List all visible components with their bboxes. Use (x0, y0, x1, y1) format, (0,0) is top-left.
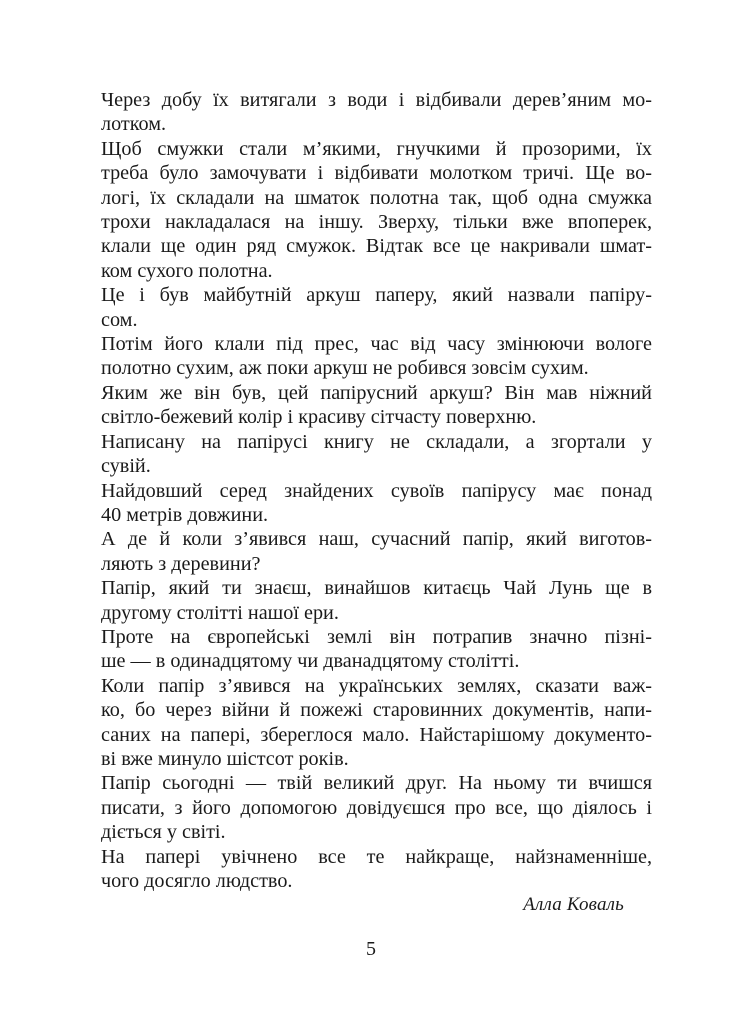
text-line: Через добу їх витягали з води і відбивали дерев’яним мо- (101, 89, 652, 111)
text-line: трохи накладалася на іншу. Зверху, тільки вже впоперек, (101, 211, 652, 234)
text-line: сувій. (101, 455, 151, 478)
paragraph (101, 430, 652, 479)
text-line: Написану на папірусі книгу не складали, а згортали у (101, 430, 652, 453)
text-line: ляють з деревини? (101, 552, 261, 575)
text-line: Це і був майбутній аркуш паперу, який назвали папіру- (101, 284, 652, 307)
text-line: клали ще один ряд смужок. Відтак все це накривали шмат- (101, 235, 652, 258)
body-text (101, 88, 652, 893)
text-line: логі, їх складали на шматок полотна так, щоб одна смужка (101, 186, 652, 209)
text-line: сом. (101, 308, 138, 331)
text-line: Щоб смужки стали м’якими, гнучкими й прозорими, їх (101, 137, 652, 160)
text-line: Коли папір з’явився на українських землях, сказати важ- (101, 674, 652, 697)
text-line: писати, з його допомогою довідуєшся про все, що діялось і (101, 796, 652, 819)
text-line: Папір сьогодні — твій великий друг. На ньому ти вчишся (101, 772, 652, 795)
text-line: Яким же він був, цей папірусний аркуш? Він мав ніжний (101, 381, 652, 404)
paragraph (101, 576, 652, 625)
text-line: полотно сухим, аж поки аркуш не робився зовсім сухим. (101, 357, 589, 380)
text-line: чого досягло людство. (101, 870, 293, 892)
paragraph (101, 771, 652, 844)
text-line: Потім його клали під прес, час від часу змінюючи вологе (101, 333, 652, 356)
text-line: Найдовший серед знайдених сувоїв папірусу має понад (101, 479, 652, 502)
text-line: На папері увічнено все те найкраще, найзнаменніше, (101, 845, 652, 868)
paragraph (101, 332, 652, 381)
text-line: ві вже минуло шістсот років. (101, 747, 349, 770)
paragraph (101, 88, 652, 137)
text-line: світло-бежевий колір і красиву сітчасту поверхню. (101, 406, 537, 429)
paragraph (101, 527, 652, 576)
text-line: 40 метрів довжини. (101, 503, 269, 526)
paragraph (101, 845, 652, 894)
text-line: А де й коли з’явився наш, сучасний папір, який виготов- (101, 528, 652, 551)
text-line: саних на папері, збереглося мало. Найстарішому документо- (101, 723, 652, 746)
paragraph (101, 674, 652, 772)
text-line: лотком. (101, 113, 167, 136)
text-line: ко, бо через війни й пожежі старовинних документів, напи- (101, 699, 652, 722)
page-number: 5 (366, 938, 376, 960)
author-signature: Алла Коваль (523, 894, 624, 915)
text-line: треба було замочувати і відбивати молотком тричі. Ще во- (101, 162, 652, 185)
text-line: Папір, який ти знаєш, винайшов китаєць Чай Лунь ще в (101, 577, 652, 600)
text-line: другому столітті нашої ери. (101, 601, 339, 624)
text-line: діється у світі. (101, 821, 226, 844)
paragraph (101, 479, 652, 528)
paragraph (101, 283, 652, 332)
paragraph (101, 137, 652, 283)
text-line: Проте на європейські землі він потрапив значно пізні- (101, 625, 652, 648)
paragraph (101, 381, 652, 430)
paragraph (101, 625, 652, 674)
text-line: ше — в одинадцятому чи дванадцятому столітті. (101, 650, 520, 673)
text-line: ком сухого полотна. (101, 259, 273, 282)
